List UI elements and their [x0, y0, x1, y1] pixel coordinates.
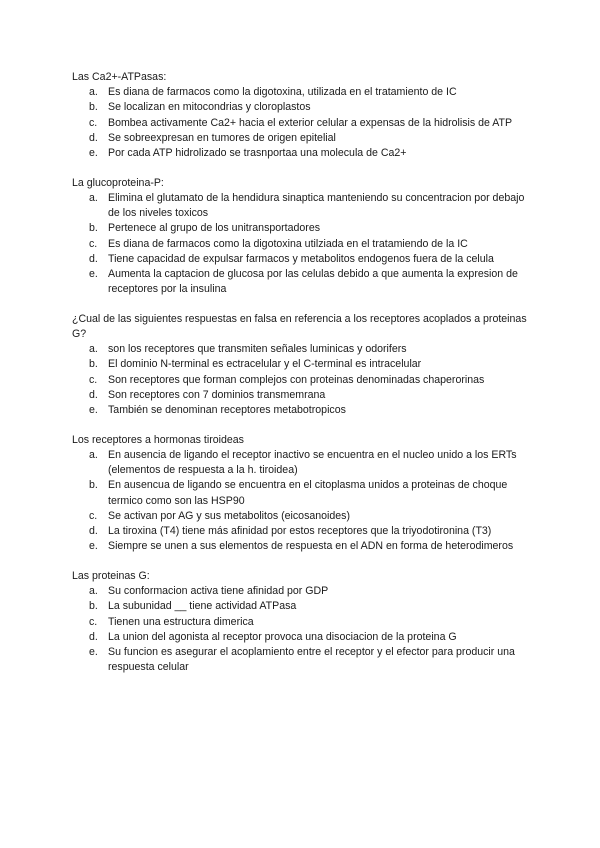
option-text: La subunidad __ tiene actividad ATPasa [108, 600, 297, 613]
option-text: Se activan por AG y sus metabolitos (eicosanoides) [108, 509, 351, 522]
option-letter: a. [89, 86, 98, 99]
option-item [72, 357, 532, 372]
option-item [72, 146, 532, 161]
option-letter: b. [89, 222, 98, 235]
option-text: Son receptores con 7 dominios transmemrana [108, 388, 326, 401]
option-item [72, 645, 532, 675]
option-item [72, 100, 532, 115]
option-text: Por cada ATP hidrolizado se trasnportaa una molecula de Ca2+ [108, 147, 407, 160]
option-letter: d. [89, 131, 98, 144]
option-letter: a. [89, 585, 98, 598]
option-text: En ausencia de ligando el receptor inactivo se encuentra en el nucleo unido a los ERTs (elementos de respuesta a la h. tiroidea) [108, 448, 517, 477]
option-list [72, 584, 532, 675]
option-text: Su conformacion activa tiene afinidad por GDP [108, 585, 329, 598]
option-item [72, 509, 532, 524]
option-text: La union del agonista al receptor provoca una disociacion de la proteina G [108, 630, 457, 643]
option-letter: c. [89, 237, 98, 250]
option-text: Tienen una estructura dimerica [108, 615, 254, 628]
option-list [72, 342, 532, 418]
option-letter: d. [89, 524, 98, 537]
option-letter: d. [89, 252, 98, 265]
question-text: Las Ca2+-ATPasas: [72, 71, 167, 83]
option-text: Es diana de farmacos como la digotoxina utilziada en el tratamiendo de la IC [108, 237, 468, 250]
option-item [72, 615, 532, 630]
option-letter: e. [89, 645, 98, 658]
option-text: Su funcion es asegurar el acoplamiento entre el receptor y el efector para producir una respuesta celular [108, 645, 515, 674]
question-3 [72, 312, 532, 418]
option-text: También se denominan receptores metabotropicos [108, 404, 346, 417]
option-item [72, 539, 532, 554]
option-text: Bombea activamente Ca2+ hacia el exterior celular a expensas de la hidrolisis de ATP [108, 116, 513, 129]
option-item [72, 388, 532, 403]
option-letter: b. [89, 101, 98, 114]
option-letter: c. [89, 509, 98, 522]
option-item [72, 221, 532, 236]
option-letter: a. [89, 448, 98, 461]
option-item [72, 342, 532, 357]
option-item [72, 448, 532, 478]
option-text: Se localizan en mitocondrias y cloroplastos [108, 101, 311, 114]
option-item [72, 584, 532, 599]
option-text: Elimina el glutamato de la hendidura sinaptica manteniendo su concentracion por debajo de los niveles toxicos [108, 191, 525, 220]
question-text: Los receptores a hormonas tiroideas [72, 433, 244, 446]
option-letter: e. [89, 267, 98, 280]
question-4 [72, 433, 532, 555]
question-text: La glucoproteina-P: [72, 176, 164, 189]
option-item [72, 252, 532, 267]
question-5 [72, 569, 532, 675]
option-letter: e. [89, 147, 98, 160]
option-letter: b. [89, 479, 98, 492]
option-item [72, 85, 532, 100]
option-text: Siempre se unen a sus elementos de respuesta en el ADN en forma de heterodimeros [108, 540, 514, 553]
option-item [72, 116, 532, 131]
option-text: Aumenta la captacion de glucosa por las celulas debido a que aumenta la expresion de receptores por la insulina [108, 267, 518, 296]
option-list [72, 191, 532, 297]
option-text: Se sobreexpresan en tumores de origen epitelial [108, 131, 336, 144]
option-letter: e. [89, 540, 98, 553]
option-text: Tiene capacidad de expulsar farmacos y metabolitos endogenos fuera de la celula [108, 252, 494, 265]
question-text: ¿Cual de las siguientes respuestas en falsa en referencia a los receptores acoplados a proteinas G? [72, 312, 527, 341]
option-text: En ausencua de ligando se encuentra en el citoplasma unidos a proteinas de choque termico como son las HSP90 [108, 479, 508, 507]
option-item [72, 191, 532, 221]
option-text: El dominio N-terminal es ectracelular y el C-terminal es intracelular [108, 358, 422, 371]
option-text: son los receptores que transmiten señales luminicas y odorifers [108, 343, 407, 356]
option-letter: a. [89, 191, 98, 204]
option-text: Es diana de farmacos como la digotoxina, utilizada en el tratamiento de IC [108, 86, 457, 99]
option-letter: c. [89, 615, 98, 628]
question-text: Las proteinas G: [72, 569, 150, 582]
option-item [72, 599, 532, 614]
option-item [72, 630, 532, 645]
option-item [72, 403, 532, 418]
question-2 [72, 176, 532, 298]
option-list [72, 448, 532, 554]
option-text: La tiroxina (T4) tiene más afinidad por estos receptores que la triyodotironina (T3) [108, 524, 492, 537]
option-letter: c. [89, 116, 98, 129]
option-item [72, 478, 532, 508]
option-letter: d. [89, 630, 98, 643]
option-item [72, 524, 532, 539]
question-1 [72, 70, 532, 161]
option-item [72, 373, 532, 388]
option-letter: b. [89, 358, 98, 371]
option-list [72, 85, 532, 161]
option-letter: b. [89, 600, 98, 613]
option-item [72, 131, 532, 146]
option-letter: d. [89, 388, 98, 401]
option-item [72, 267, 532, 297]
option-text: Son receptores que forman complejos con proteinas denominadas chaperorinas [108, 373, 485, 386]
option-letter: e. [89, 404, 98, 417]
option-text: Pertenece al grupo de los unitransportadores [108, 222, 321, 235]
option-letter: a. [89, 343, 98, 356]
option-letter: c. [89, 373, 98, 386]
document-page [72, 70, 532, 690]
option-item [72, 237, 532, 252]
